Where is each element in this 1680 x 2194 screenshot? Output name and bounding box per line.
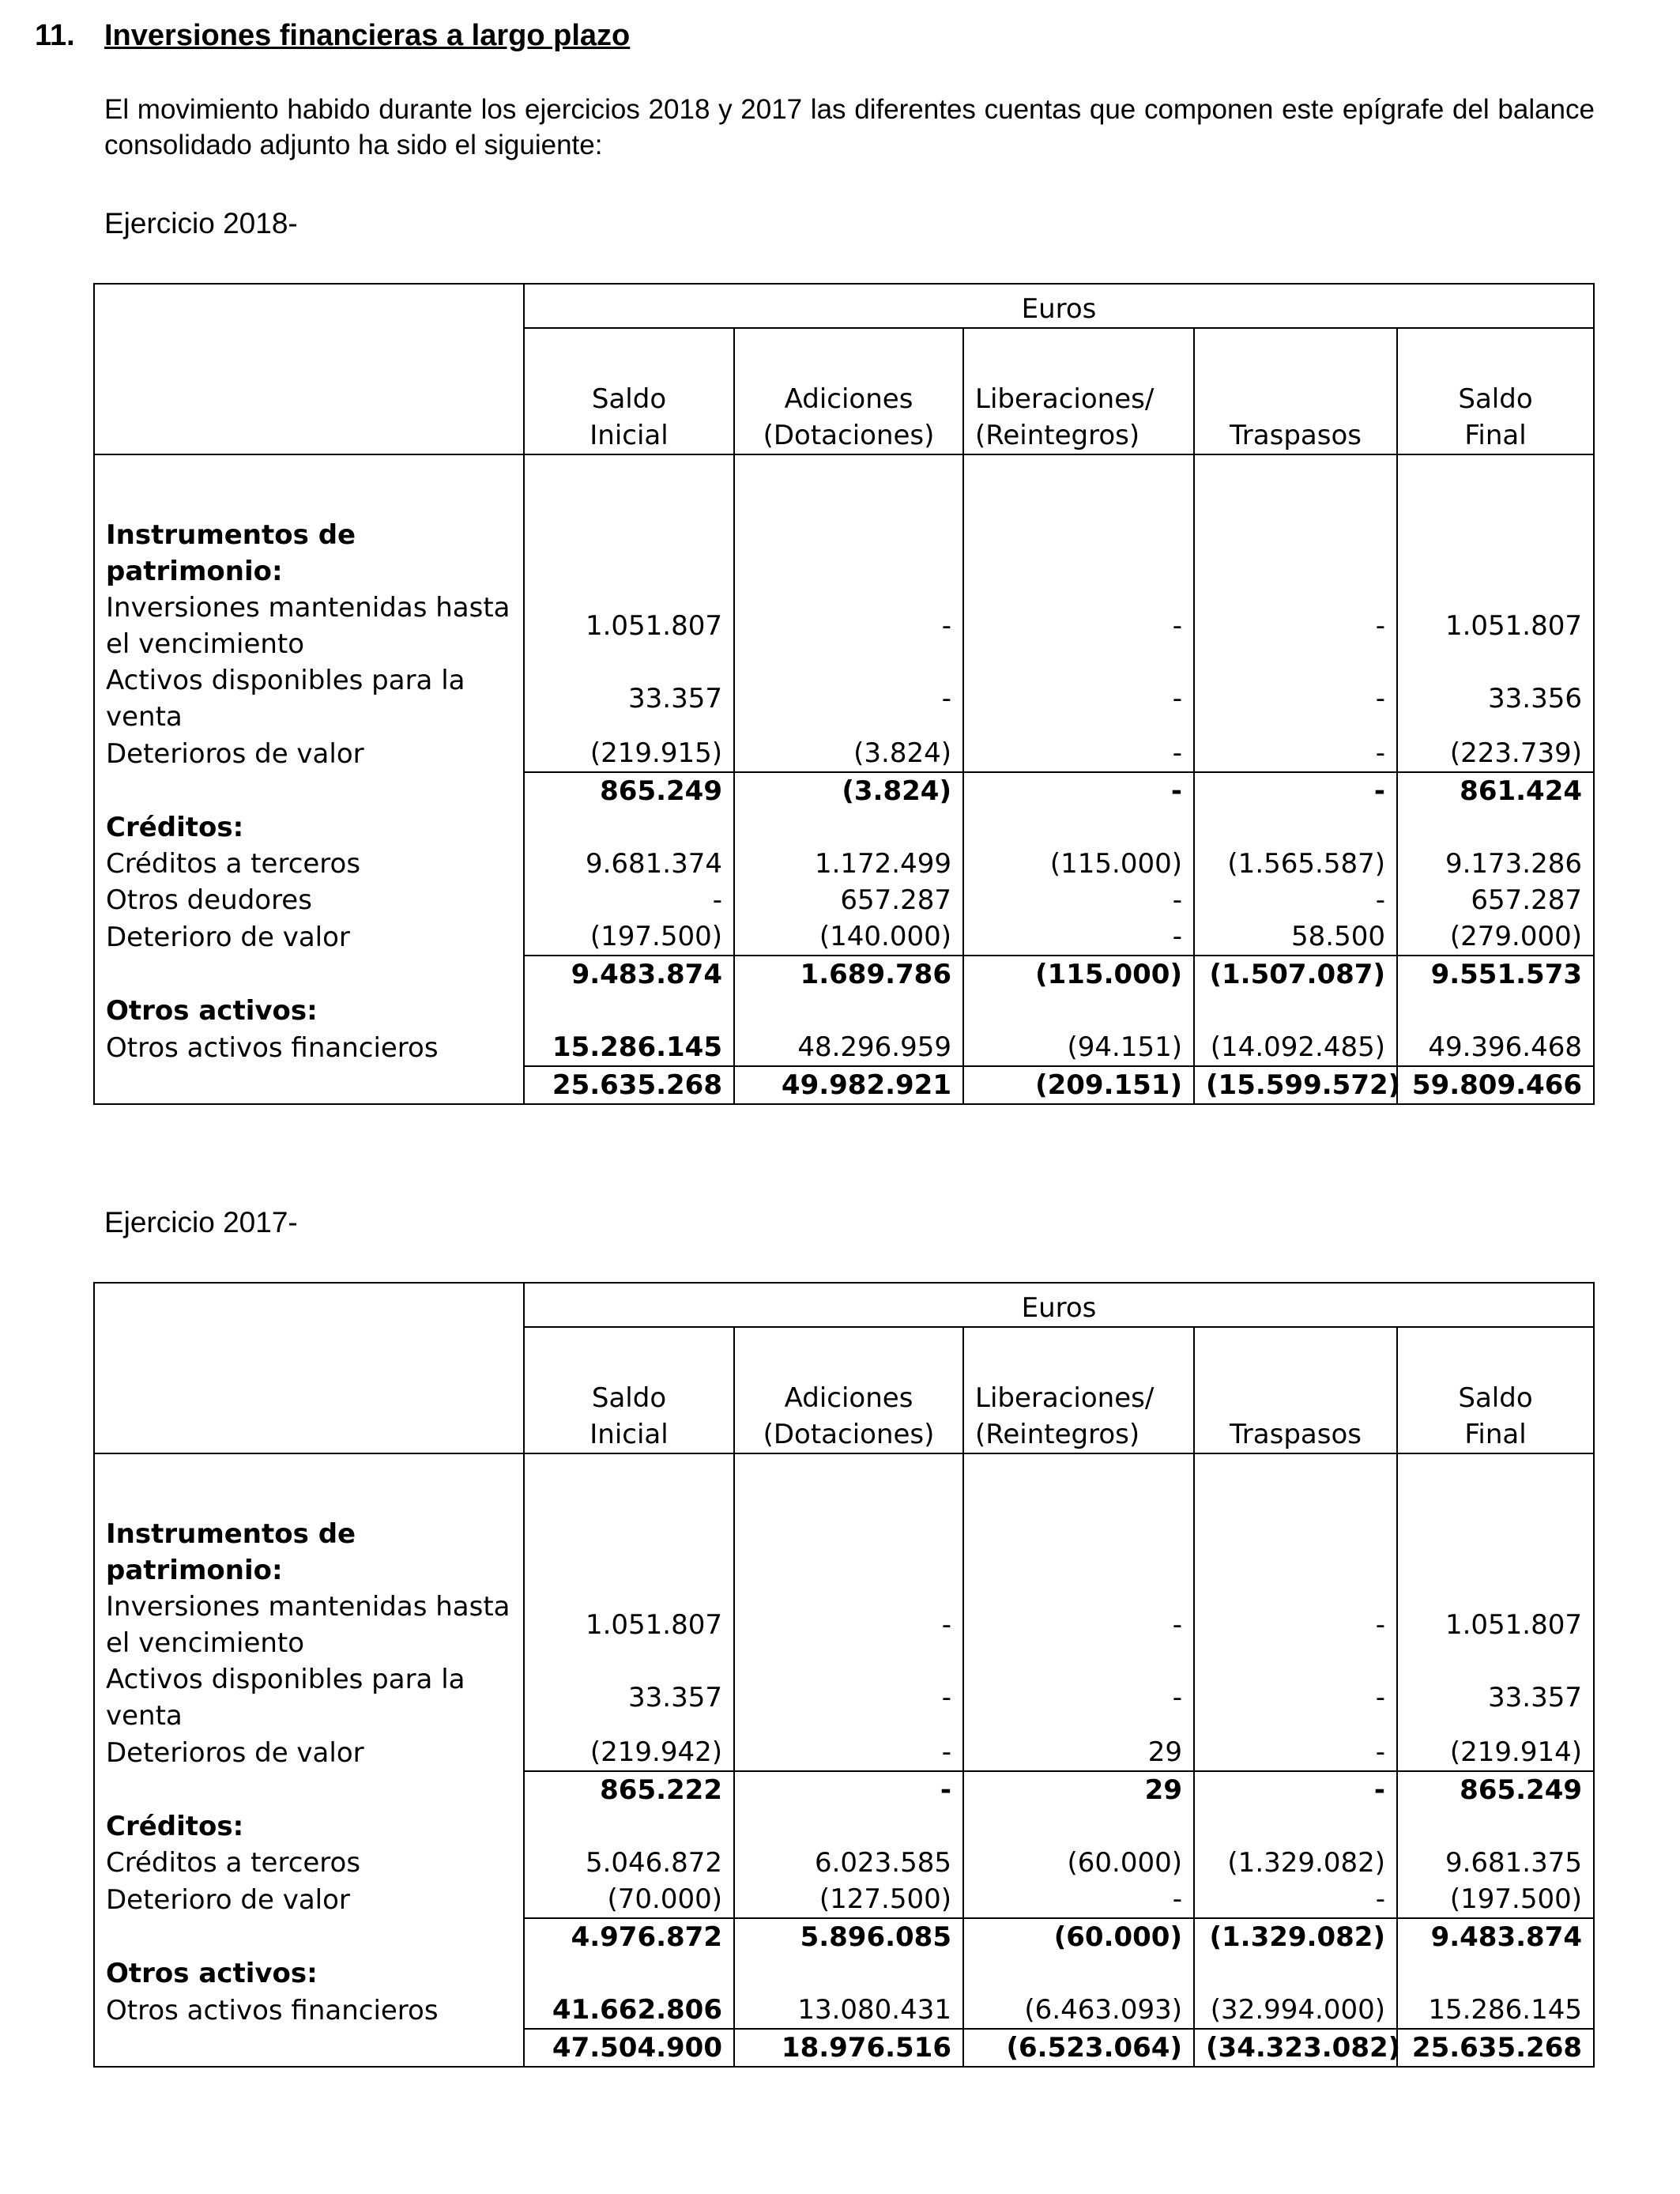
col-traspasos: Traspasos [1194,328,1397,454]
currency-header: Euros [524,1283,1594,1327]
col-saldo-final: Saldo Final [1397,1327,1594,1453]
spacer-cell [94,1453,524,1516]
table-row: Créditos a terceros 5.046.872 6.023.585 (60.000) (1.329.082) 9.681.375 [94,1845,1594,1881]
col-adiciones: Adiciones (Dotaciones) [734,1327,963,1453]
table-row: Activos disponibles para la venta 33.357 - - - 33.357 [94,1661,1594,1734]
table-2017 [93,1282,1595,2068]
section-row: Créditos: [94,1808,1594,1845]
section-row: Instrumentos de patrimonio: [94,1516,1594,1589]
year-2017-label: Ejercicio 2017- [104,1206,298,1238]
section-row: Créditos: [94,809,1594,846]
year-2018-label: Ejercicio 2018- [104,207,298,239]
table-row: Inversiones mantenidas hasta el vencimiento 1.051.807 - - - 1.051.807 [94,590,1594,662]
table-row: Deterioros de valor (219.915) (3.824) - - (223.739) [94,735,1594,772]
table-row: Deterioro de valor (197.500) (140.000) - 58.500 (279.000) [94,918,1594,956]
currency-header: Euros [524,284,1594,328]
col-traspasos: Traspasos [1194,1327,1397,1453]
subtotal-row: 865.222 - 29 - 865.249 [94,1771,1594,1808]
section-row: Instrumentos de patrimonio: [94,517,1594,590]
section-number: 11. [35,19,75,52]
table-row: Deterioro de valor (70.000) (127.500) - - (197.500) [94,1881,1594,1918]
col-saldo-final: Saldo Final [1397,328,1594,454]
intro-paragraph: El movimiento habido durante los ejercicios 2018 y 2017 las diferentes cuentas que componen este epígrafe del balance consolidado adjunto ha sido el siguiente: [104,94,1595,160]
total-row: 25.635.268 49.982.921 (209.151) (15.599.572) 59.809.466 [94,1066,1594,1104]
section-title: Inversiones financieras a largo plazo [104,19,631,52]
section-heading [35,19,630,53]
subtotal-row: 4.976.872 5.896.085 (60.000) (1.329.082) 9.483.874 [94,1918,1594,1955]
section-row: Otros activos: [94,1955,1594,1992]
subtotal-row: 9.483.874 1.689.786 (115.000) (1.507.087) 9.551.573 [94,956,1594,993]
col-saldo-inicial: Saldo Inicial [524,1327,734,1453]
subtotal-row: 865.249 (3.824) - - 861.424 [94,772,1594,809]
col-liberaciones: Liberaciones/ (Reintegros) [963,1327,1194,1453]
section-row: Otros activos: [94,993,1594,1029]
header-blank-cell [94,284,524,454]
table-row: Otros activos financieros 15.286.145 48.296.959 (94.151) (14.092.485) 49.396.468 [94,1029,1594,1066]
spacer-cell [94,454,524,517]
table-row: Otros activos financieros 41.662.806 13.080.431 (6.463.093) (32.994.000) 15.286.145 [94,1992,1594,2029]
table-2018 [93,283,1595,1105]
table-row: Inversiones mantenidas hasta el vencimiento 1.051.807 - - - 1.051.807 [94,1589,1594,1661]
col-liberaciones: Liberaciones/ (Reintegros) [963,328,1194,454]
col-saldo-inicial: Saldo Inicial [524,328,734,454]
total-row: 47.504.900 18.976.516 (6.523.064) (34.323.082) 25.635.268 [94,2029,1594,2067]
table-row: Deterioros de valor (219.942) - 29 - (219.914) [94,1734,1594,1771]
col-adiciones: Adiciones (Dotaciones) [734,328,963,454]
table-row: Activos disponibles para la venta 33.357 - - - 33.356 [94,662,1594,735]
header-blank-cell [94,1283,524,1453]
table-row: Otros deudores - 657.287 - - 657.287 [94,882,1594,918]
table-row: Créditos a terceros 9.681.374 1.172.499 (115.000) (1.565.587) 9.173.286 [94,846,1594,882]
